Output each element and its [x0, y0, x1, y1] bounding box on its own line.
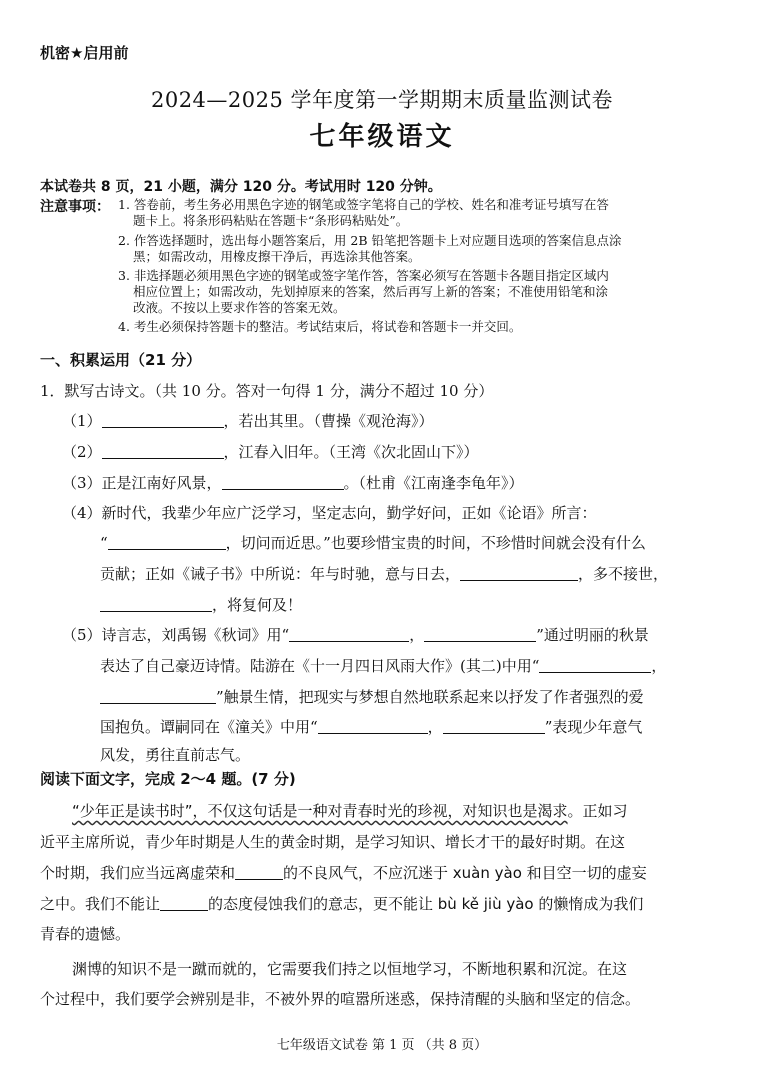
- answer-blank[interactable]: [235, 865, 283, 880]
- reading-heading: 阅读下面文字，完成 2～4 题。(7 分): [40, 770, 296, 788]
- answer-blank[interactable]: [100, 597, 212, 612]
- item-number: （2）: [62, 443, 102, 461]
- passage-line: 青春的遗憾。: [40, 925, 131, 943]
- item-text: ，: [427, 718, 443, 736]
- question-1-item-4-line: [100, 594, 302, 615]
- answer-blank[interactable]: [100, 689, 216, 704]
- note-line: 题卡上。将条形码粘贴在答题卡“条形码粘贴处”。: [133, 213, 409, 228]
- passage-text: 的态度侵蚀我们的意志，更不能让 bù kě jiù yào 的懒惰成为我们: [208, 895, 644, 913]
- passage-line: 渊博的知识不是一蹴而就的，它需要我们持之以恒地学习，不断地积累和沉淀。在这: [72, 960, 628, 978]
- item-text: （3）正是江南好风景，: [62, 474, 222, 492]
- passage-text: 。正如习: [567, 802, 628, 820]
- question-1-item-5-line: [100, 716, 642, 737]
- section-heading: 一、积累运用（21 分）: [40, 351, 202, 369]
- note-line: 1. 答卷前，考生务必用黑色字迹的钢笔或签字笔将自己的学校、姓名和准考证号填写在答: [118, 197, 609, 212]
- passage-text: 个时期，我们应当远离虚荣和: [40, 864, 236, 882]
- question-1-item-1: [62, 410, 434, 431]
- item-text: “: [100, 534, 108, 552]
- exam-intro: 本试卷共 8 页，21 小题，满分 120 分。考试用时 120 分钟。: [40, 179, 442, 195]
- passage-line: 个过程中，我们要学会辨别是非，不被外界的喧嚣所迷惑，保持清醒的头脑和坚定的信念。: [40, 990, 641, 1008]
- confidential-mark: 机密★启用前: [40, 44, 129, 62]
- item-text: ，切问而近思。”也要珍惜宝贵的时间，不珍惜时间就会没有什么: [225, 534, 646, 552]
- note-line: 3. 非选择题必须用黑色字迹的钢笔或签字笔作答，答案必须写在答题卡各题目指定区域内: [118, 268, 609, 283]
- note-line: 2. 作答选择题时，选出每小题答案后，用 2B 铅笔把答题卡上对应题目选项的答案信息点涂: [118, 233, 622, 248]
- passage-line: [40, 862, 647, 883]
- item-text: ，将复何及！: [212, 596, 303, 614]
- item-text: 国抱负。谭嗣同在《潼关》中用“: [100, 718, 318, 736]
- item-text: ”触景生情，把现实与梦想自然地联系起来以抒发了作者强烈的爱: [216, 688, 644, 706]
- answer-blank[interactable]: [108, 535, 226, 550]
- item-text: 。（杜甫《江南逢李龟年》）: [343, 474, 524, 492]
- answer-blank[interactable]: [102, 444, 224, 459]
- answer-blank[interactable]: [318, 719, 428, 734]
- notes-label: 注意事项：: [40, 199, 110, 215]
- item-text: 表达了自己豪迈诗情。陆游在《十一月四日风雨大作》(其二)中用“: [100, 657, 540, 675]
- note-line: 4. 考生必须保持答题卡的整洁。考试结束后，将试卷和答题卡一并交回。: [118, 319, 522, 334]
- passage-text: 的不良风气，不应沉迷于 xuàn yào 和目空一切的虚妄: [283, 864, 647, 882]
- answer-blank[interactable]: [424, 627, 536, 642]
- question-1-item-2: [62, 441, 479, 462]
- passage-line: [40, 893, 643, 914]
- answer-blank[interactable]: [460, 566, 578, 581]
- answer-blank[interactable]: [222, 475, 344, 490]
- question-1-item-4-line: [100, 532, 646, 553]
- wavy-underlined-sentence: “少年正是读书时”，不仅这句话是一种对青春时光的珍视，对知识也是渴求: [72, 802, 568, 820]
- item-text: ”表现少年意气: [544, 718, 643, 736]
- item-text: 贡献；正如《诫子书》中所说：年与时驰，意与日去，: [100, 565, 461, 583]
- answer-blank[interactable]: [289, 627, 409, 642]
- exam-title: 2024—2025 学年度第一学期期末质量监测试卷: [150, 88, 614, 112]
- item-text: ”通过明丽的秋景: [536, 626, 649, 644]
- note-line: 改液。不按以上要求作答的答案无效。: [133, 300, 346, 315]
- item-text: ，: [409, 626, 425, 644]
- item-text: （5）诗言志，刘禹锡《秋词》用“: [62, 626, 290, 644]
- question-1-item-4-line: （4）新时代，我辈少年应广泛学习，坚定志向，勤学好问，正如《论语》所言：: [62, 504, 597, 522]
- passage-text: 之中。我们不能让: [40, 895, 161, 913]
- page-footer: 七年级语文试卷 第 1 页 （共 8 页）: [276, 1038, 488, 1053]
- question-1-item-5-line: [62, 624, 649, 645]
- passage-line: 近平主席所说，青少年时期是人生的黄金时期，是学习知识、增长才干的最好时期。在这: [40, 833, 626, 851]
- question-1-item-3: [62, 472, 524, 493]
- item-text: ，多不接世，: [578, 565, 669, 583]
- answer-blank[interactable]: [539, 658, 651, 673]
- subject-title: 七年级语文: [309, 122, 455, 152]
- question-1-stem: 1．默写古诗文。（共 10 分。答对一句得 1 分，满分不超过 10 分）: [40, 382, 494, 400]
- item-text: ，若出其里。（曹操《观沧海》）: [223, 412, 434, 430]
- item-text: ，江春入旧年。（王湾《次北固山下》）: [223, 443, 479, 461]
- item-text: ，: [651, 657, 667, 675]
- answer-blank[interactable]: [102, 413, 224, 428]
- question-1-item-5-line: [100, 655, 666, 676]
- note-line: 黑；如需改动，用橡皮擦干净后，再选涂其他答案。: [133, 249, 421, 264]
- answer-blank[interactable]: [443, 719, 545, 734]
- answer-blank[interactable]: [160, 896, 208, 911]
- item-number: （1）: [62, 412, 102, 430]
- question-1-item-5-line: 风发，勇往直前志气。: [100, 746, 251, 764]
- question-1-item-4-line: [100, 563, 668, 584]
- note-line: 相应位置上；如需改动，先划掉原来的答案，然后再写上新的答案；不准使用铅笔和涂: [133, 284, 609, 299]
- question-1-item-5-line: [100, 686, 644, 707]
- passage-line: [72, 800, 628, 821]
